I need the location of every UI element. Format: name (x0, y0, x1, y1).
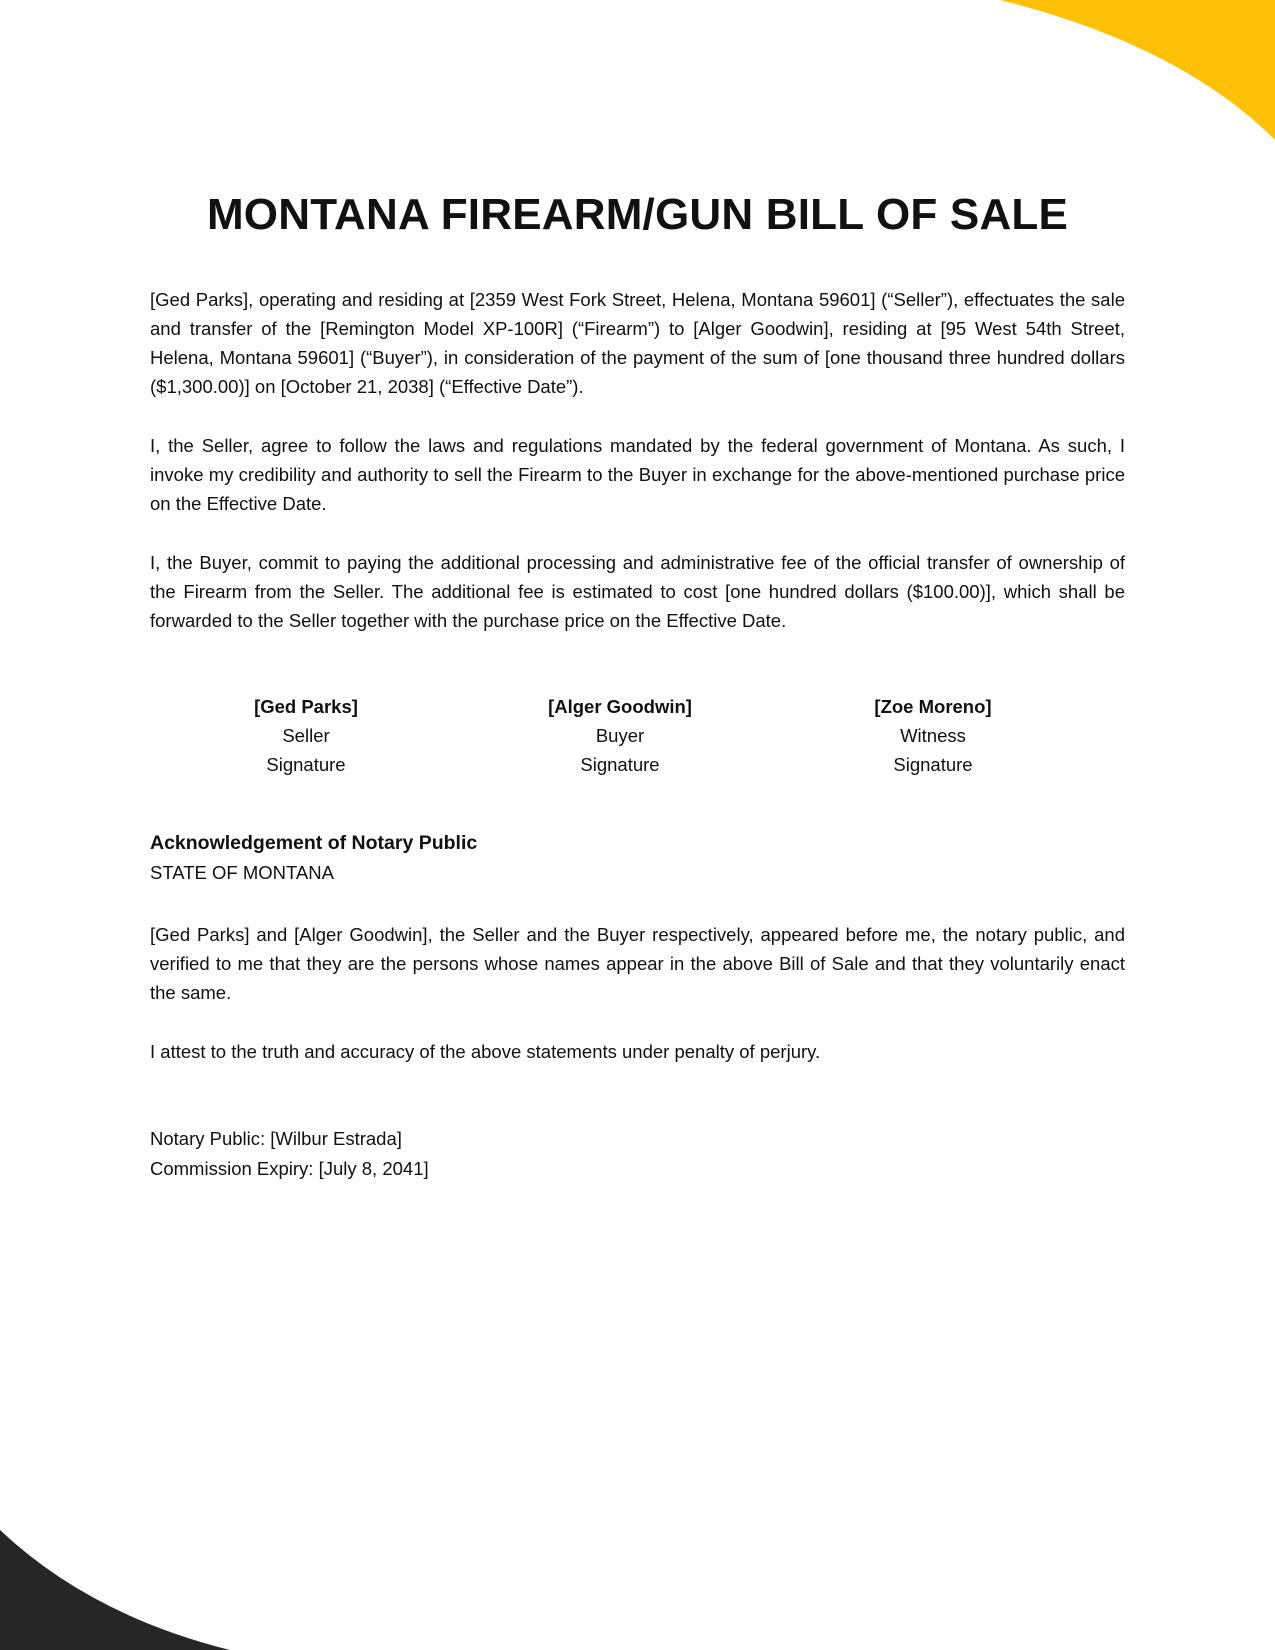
bottom-left-dark-swoosh (0, 1530, 230, 1650)
witness-name: [Zoe Moreno] (874, 696, 992, 717)
seller-signature-label: Signature (266, 754, 346, 775)
commission-expiry-line: Commission Expiry: [July 8, 2041] (150, 1158, 429, 1179)
buyer-signature (490, 692, 750, 779)
buyer-role: Buyer (595, 725, 645, 746)
acknowledgement-heading: Acknowledgement of Notary Public (150, 832, 478, 854)
top-right-yellow-swoosh (1000, 0, 1275, 140)
buyer-commitment-paragraph: I, the Buyer, commit to paying the additional processing and administrative fee of the official transfer of ownership of the Firearm from the Seller. The additional fee is estimated to cost [one hundred dollars ($100.00)], which shall be forwarded to the Seller together with the purchase price on the Effective Date. (150, 552, 1125, 631)
seller-name: [Ged Parks] (254, 696, 358, 717)
buyer-name: [Alger Goodwin] (548, 696, 692, 717)
document-title: MONTANA FIREARM/GUN BILL OF SALE (206, 190, 1069, 239)
seller-signature (176, 692, 436, 779)
notary-public-line: Notary Public: [Wilbur Estrada] (150, 1128, 402, 1149)
attestation-paragraph: I attest to the truth and accuracy of the above statements under penalty of perjury. (150, 1041, 821, 1062)
witness-role: Witness (900, 725, 966, 746)
buyer-signature-label: Signature (580, 754, 660, 775)
witness-signature (803, 692, 1063, 779)
witness-signature-label: Signature (893, 754, 973, 775)
seller-role: Seller (282, 725, 330, 746)
notary-details (150, 1124, 429, 1184)
sale-terms-paragraph: [Ged Parks], operating and residing at [2359 West Fork Street, Helena, Montana 59601] (“Seller”), effectuates the sale and transfer of the [Remington Model XP-100R] (“Firearm”) to [Alger Goodwin], residing at [95 West 54th Street, Helena, Montana 59601] (“Buyer”), in consideration of the payment of the sum of [one thousand three hundred dollars ($1,300.00)] on [October 21, 2038] (“Effective Date”). (150, 289, 1125, 397)
state-label: STATE OF MONTANA (150, 862, 334, 883)
seller-agreement-paragraph: I, the Seller, agree to follow the laws and regulations mandated by the federal government of Montana. As such, I invoke my credibility and authority to sell the Firearm to the Buyer in exchange for the above-mentioned purchase price on the Effective Date. (150, 435, 1125, 514)
notary-verification-paragraph: [Ged Parks] and [Alger Goodwin], the Seller and the Buyer respectively, appeared before me, the notary public, and verified to me that they are the persons whose names appear in the above Bill of Sale and that they voluntarily enact the same. (150, 924, 1125, 1003)
